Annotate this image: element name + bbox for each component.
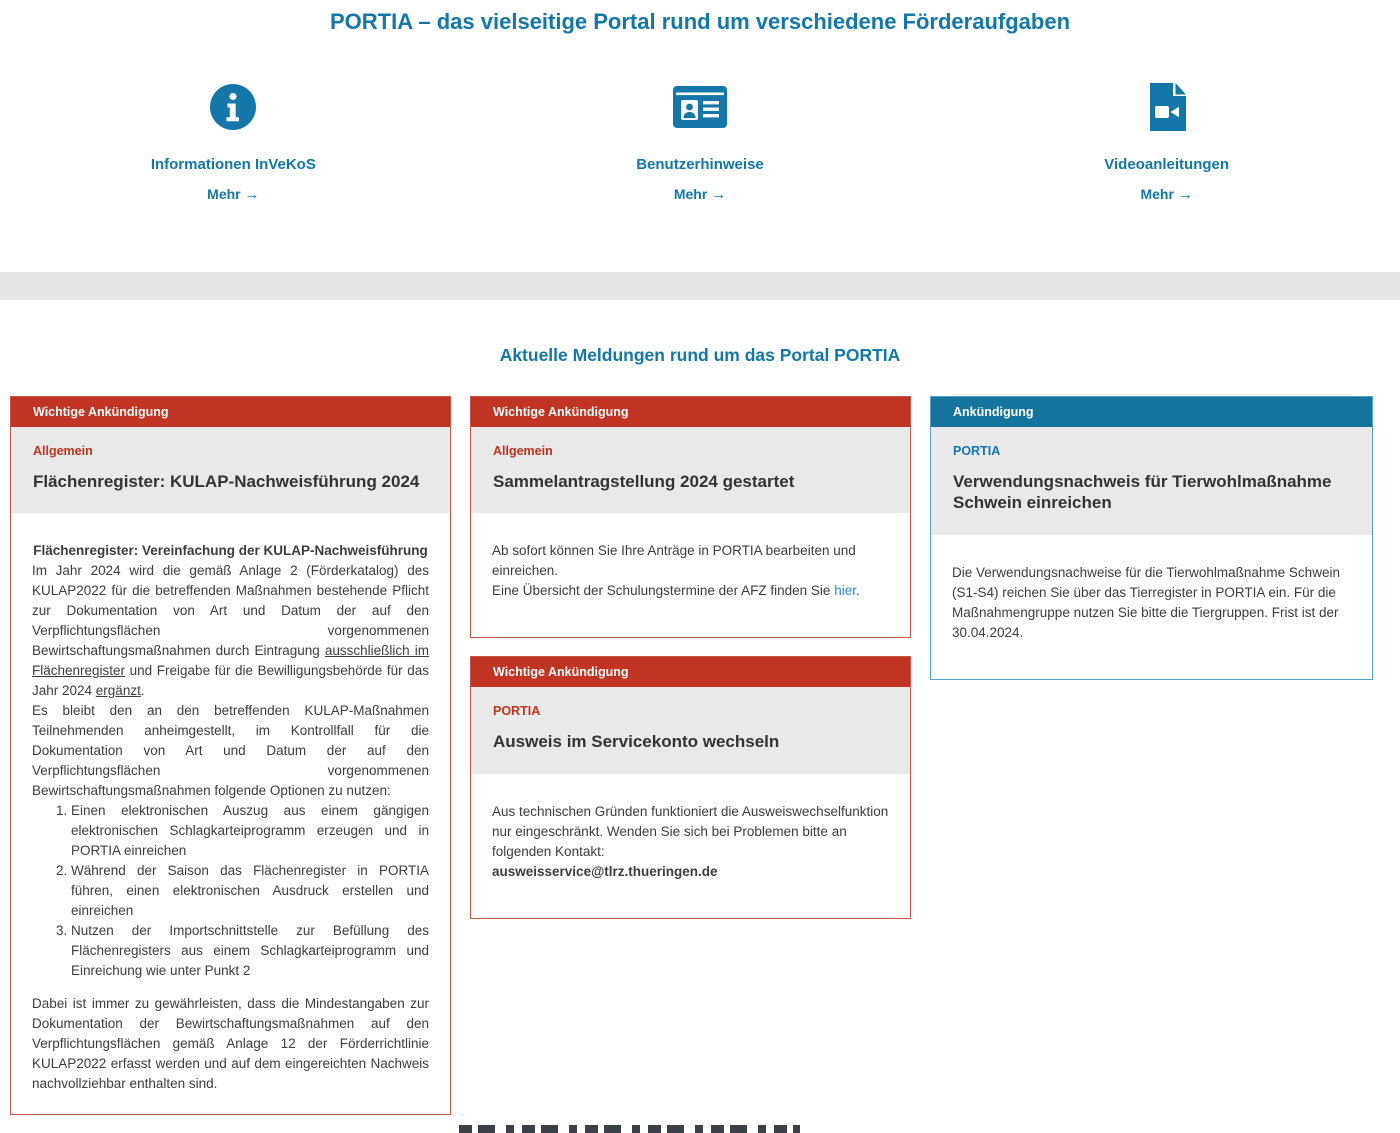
id-card-icon[interactable] (673, 86, 727, 133)
card-banner: Wichtige Ankündigung (471, 657, 910, 687)
contact-email: ausweisservice@tlrz.thueringen.de (492, 863, 718, 879)
card-kulap-nachweisfuehrung (10, 396, 451, 1115)
card-title: Ausweis im Servicekonto wechseln (493, 732, 780, 752)
list-item: 3. Nutzen der Importschnittstelle zur Befüllung des Flächenregisters aus einem Schlagkarteiprogramm und Einreichung wie unter Punkt 2 (71, 921, 429, 981)
card-ausweis-servicekonto (470, 656, 911, 918)
card-tierwohl-verwendungsnachweis (930, 396, 1373, 680)
card-title: Flächenregister: KULAP-Nachweisführung 2024 (33, 472, 420, 491)
divider-band (0, 272, 1400, 300)
card-body (931, 535, 1372, 679)
cutoff-text-fragment (459, 1125, 800, 1133)
kulap-paragraph-2: Es bleibt den an den betreffenden KULAP-Maßnahmen Teilnehmenden anheimgestellt, im Kontrollfall für die Dokumentation von Art und Datum der auf den Verpflichtungsflächen vorgenommenen Bewirtschaftungsmaßnahmen folgende Optionen zu nutzen: (32, 703, 429, 799)
card-body (11, 513, 450, 1114)
more-link-benutzerhinweise[interactable]: Mehr → (673, 186, 727, 203)
card-title: Verwendungsnachweis für Tierwohlmaßnahme Schwein einreichen (953, 472, 1332, 513)
card-banner: Wichtige Ankündigung (471, 397, 910, 427)
arrow-right-icon: → (244, 186, 260, 203)
video-file-icon[interactable] (1147, 82, 1187, 137)
feature-label-videoanleitungen[interactable]: Videoanleitungen (1104, 156, 1230, 173)
card-body (471, 513, 910, 637)
card-banner: Ankündigung (931, 397, 1372, 427)
kulap-options-list (32, 801, 429, 981)
feature-label-benutzerhinweise[interactable]: Benutzerhinweise (636, 156, 764, 173)
info-icon[interactable] (208, 82, 258, 137)
arrow-right-icon: → (1177, 186, 1193, 203)
card-body (471, 774, 910, 918)
list-item: 1. Einen elektronischen Auszug aus einem gängigen elektronischen Schlagkarteiprogramm erzeugen und in PORTIA einreichen (71, 801, 429, 861)
sammelantrag-paragraph-1: Ab sofort können Sie Ihre Anträge in PORTIA bearbeiten und einreichen. (492, 543, 856, 579)
feature-informationen-invekos (0, 83, 467, 203)
card-category: Allgemein (33, 444, 93, 458)
list-item: 2. Während der Saison das Flächenregister in PORTIA führen, einen elektronischen Ausdruck erstellen und einreichen (71, 861, 429, 921)
tierwohl-paragraph-1: Die Verwendungsnachweise für die Tierwohlmaßnahme Schwein (S1-S4) reichen Sie über das Tierregister in PORTIA ein. Für die Maßnahmengruppe nutzen Sie bitte die Tiergruppen. Frist ist der 30.04.2024. (952, 564, 1340, 640)
sammelantrag-paragraph-2: Eine Übersicht der Schulungstermine der AFZ finden Sie hier. (492, 583, 860, 599)
feature-videoanleitungen (933, 83, 1400, 203)
news-cards (0, 396, 1400, 1115)
more-link-informationen-invekos[interactable]: Mehr → (207, 186, 260, 203)
hier-link[interactable]: hier (834, 583, 856, 599)
card-category: Allgemein (493, 444, 553, 458)
feature-teasers (0, 83, 1400, 203)
ausweis-paragraph-1: Aus technischen Gründen funktioniert die Ausweiswechselfunktion nur eingeschränkt. Wenden Sie sich bei Problemen bitte an folgenden Kontakt: (492, 803, 889, 859)
feature-benutzerhinweise (467, 83, 934, 203)
card-category: PORTIA (953, 444, 1001, 458)
arrow-right-icon: → (711, 186, 727, 203)
card-banner: Wichtige Ankündigung (11, 397, 450, 427)
card-sammelantragstellung (470, 396, 911, 638)
kulap-paragraph-3: Dabei ist immer zu gewährleisten, dass die Mindestangaben zur Dokumentation der Bewirtschaftungsmaßnahmen auf den Verpflichtungsflächen gemäß Anlage 12 der Förderrichtlinie KULAP2022 erfasst werden und auf dem eingereichten Nachweis nachvollziehbar enthalten sind. (32, 996, 429, 1092)
more-link-videoanleitungen[interactable]: Mehr → (1140, 186, 1193, 203)
middle-card-column (470, 396, 911, 919)
feature-label-informationen-invekos[interactable]: Informationen InVeKoS (150, 156, 316, 173)
news-section-heading: Aktuelle Meldungen rund um das Portal PORTIA (499, 345, 901, 365)
card-category: PORTIA (493, 704, 541, 719)
kulap-subheading: Flächenregister: Vereinfachung der KULAP-Nachweisführung (33, 543, 428, 559)
kulap-paragraph-1: Im Jahr 2024 wird die gemäß Anlage 2 (Förderkatalog) des KULAP2022 für die betreffenden Maßnahmen bestehende Pflicht zur Dokumentation von Art und Datum der auf den Verpflichtungsflächen vorgenommenen Bewirtschaftungsmaßnahmen durch Eintragung ausschließlich im Flächenregister und Freigabe für die Bewilligungsbehörde für das Jahr 2024 ergänzt. (32, 563, 429, 699)
page-title: PORTIA – das vielseitige Portal rund um verschiedene Förderaufgaben (329, 9, 1071, 34)
card-title: Sammelantragstellung 2024 gestartet (493, 472, 795, 491)
